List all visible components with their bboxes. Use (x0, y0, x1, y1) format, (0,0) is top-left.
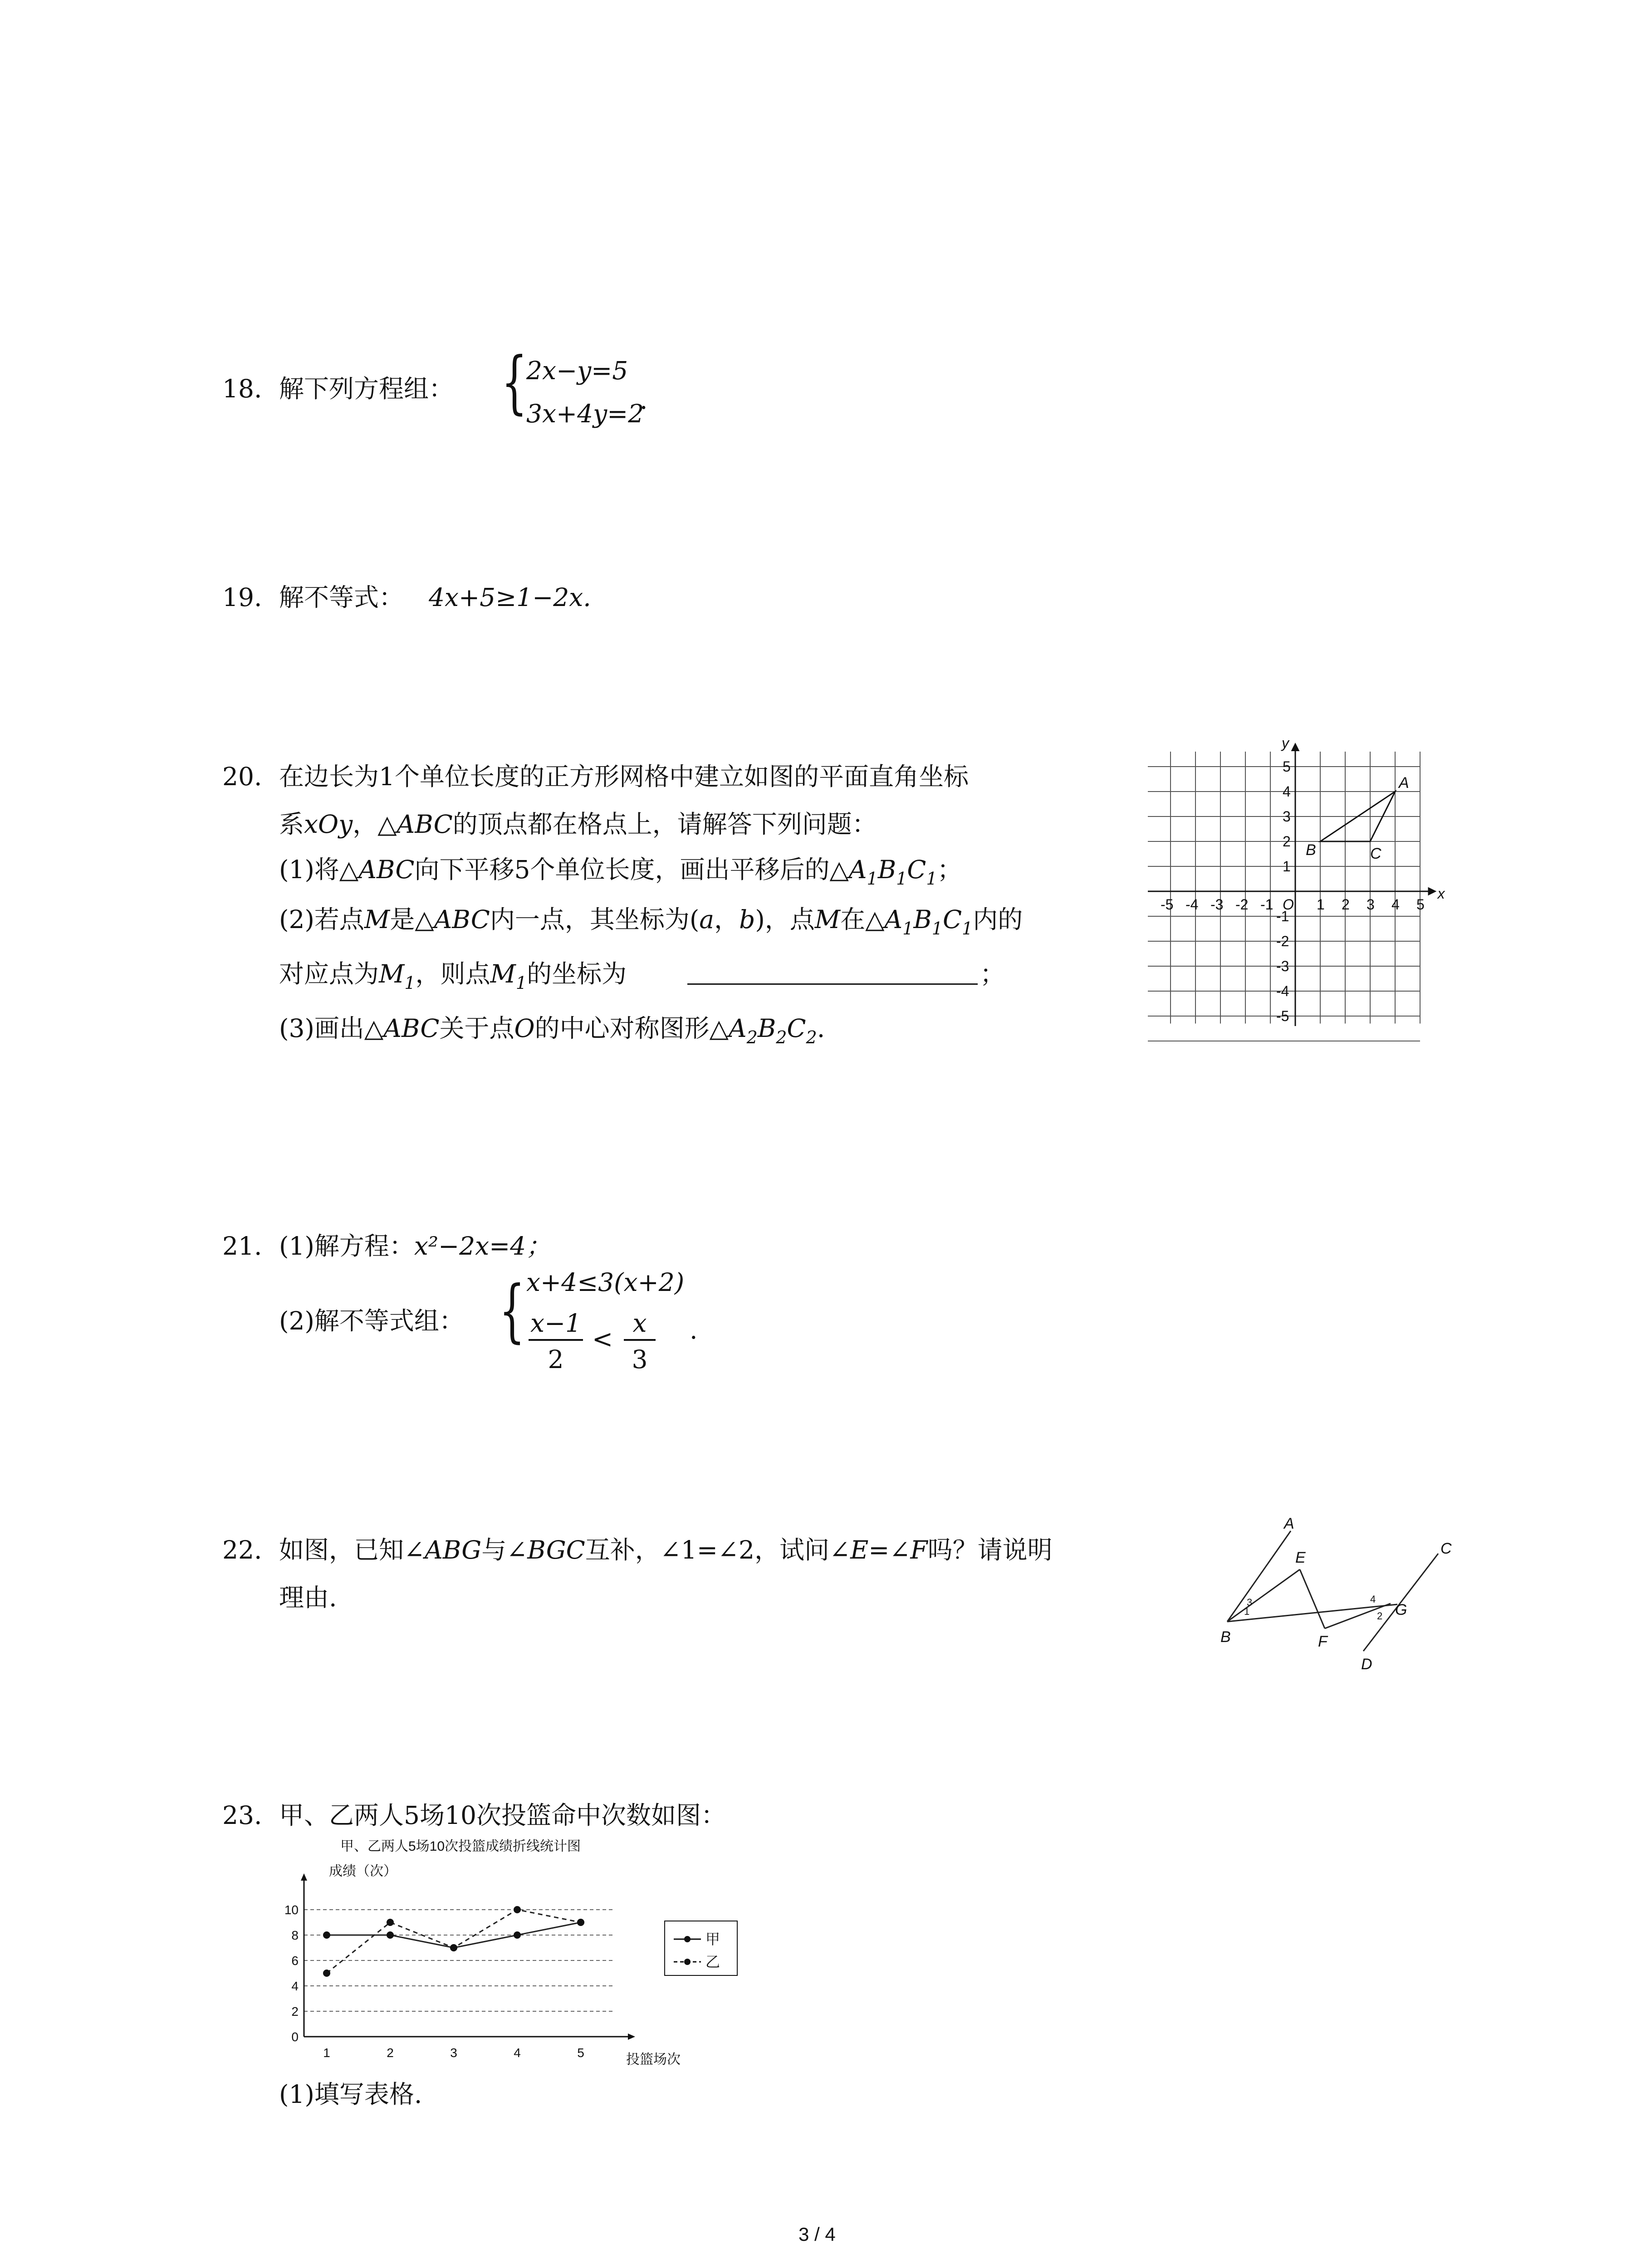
y-tick-label: -1 (1276, 908, 1289, 924)
q21-fraction2-numerator: x (632, 1309, 647, 1338)
q21-number: 21. (222, 1232, 262, 1261)
q20-number: 20. (222, 762, 262, 791)
x-tick-label: -2 (1235, 896, 1249, 913)
x-tick-label: 1 (1317, 896, 1325, 913)
q20-part2-line1: (2)若点M是△ABC内一点，其坐标为(a，b)，点M在$\triangle A_1B_1C_1$内的 (279, 905, 1023, 938)
q21-brace: { (499, 1271, 525, 1350)
q18-equation-1: 2x−y=5 (526, 356, 628, 385)
y-tick-label: -3 (1276, 958, 1289, 974)
q23-number: 23. (222, 1801, 262, 1830)
series-1-point (514, 1931, 521, 1939)
y-tick-label: 5 (1283, 758, 1291, 775)
q20-line1: 在边长为1个单位长度的正方形网格中建立如图的平面直角坐标 (279, 762, 969, 791)
chart-x-tick: 3 (450, 2046, 457, 2060)
triangle-vertex-labels (1306, 774, 1409, 862)
x-tick-label: -5 (1161, 896, 1174, 913)
chart-x-arrow (628, 2033, 635, 2040)
q20-semicolon: ； (980, 959, 1005, 988)
q21-fraction1-bar (529, 1339, 583, 1341)
q18-text: 解下列方程组： (279, 374, 454, 403)
q20-coordinate-grid (1148, 739, 1465, 1043)
y-tick-label: 4 (1283, 783, 1291, 800)
q22-geometry-figure (1220, 1510, 1474, 1674)
x-tick-label: 3 (1367, 896, 1375, 913)
chart-title: 甲、乙两人5场10次投篮成绩折线统计图 (340, 1839, 581, 1854)
origin-label: O (1283, 896, 1294, 913)
chart-y-tick: 2 (291, 2004, 299, 2019)
chart-series (323, 1906, 584, 1977)
segment-ef (1300, 1569, 1325, 1628)
series-line-2 (327, 1910, 581, 1973)
q19-expression: 4x+5≥1−2x. (429, 583, 591, 612)
series-2-point (450, 1944, 457, 1951)
label-e: E (1295, 1549, 1306, 1566)
chart-y-tick: 6 (291, 1954, 299, 1968)
q19-text: 解不等式： (279, 583, 404, 612)
label-a: A (1284, 1515, 1294, 1532)
chart-y-tick: 8 (291, 1928, 299, 1942)
x-tick-label: 5 (1416, 896, 1425, 913)
q21-part2-label: (2)解不等式组： (279, 1306, 464, 1335)
q20-part2-line2: 对应点为$M_1$，则点$M_1$的坐标为 (279, 959, 627, 993)
chart-x-axis-label: 投篮场次 (626, 2052, 681, 2067)
q21-period: . (690, 1315, 698, 1344)
label-d: D (1361, 1656, 1372, 1673)
series-2-point (323, 1970, 330, 1977)
chart-y-tick: 0 (291, 2030, 299, 2044)
label-g: G (1395, 1601, 1407, 1618)
legend-box (665, 1921, 737, 1975)
chart-legend (665, 1921, 737, 1975)
q22-line1: 如图，已知∠ABG与∠BGC互补，∠1=∠2，试问∠E=∠F吗？请说明 (279, 1535, 1053, 1564)
chart-x-tick: 5 (577, 2046, 584, 2060)
y-tick-label: -4 (1276, 983, 1289, 999)
q19-number: 19. (222, 583, 262, 612)
angle-label-4: 4 (1370, 1593, 1376, 1605)
q20-line2: 系xOy，△ABC的顶点都在格点上，请解答下列问题： (279, 810, 877, 839)
series-2-point (387, 1919, 394, 1926)
chart-y-arrow (301, 1873, 307, 1881)
segment-bg (1227, 1604, 1397, 1622)
angle-label-2: 2 (1377, 1610, 1383, 1622)
q18-brace: { (501, 343, 528, 422)
q23-text: 甲、乙两人5场10次投篮命中次数如图： (279, 1801, 726, 1830)
vertex-label-b: B (1306, 841, 1316, 859)
y-tick-label: 3 (1283, 808, 1291, 825)
q18-equation-2: 3x+4y=2 (526, 399, 644, 428)
series-2-point (514, 1906, 521, 1913)
vertex-label-a: A (1399, 774, 1409, 792)
chart-axes (301, 1873, 635, 2040)
page-number: 3 / 4 (798, 2224, 836, 2245)
q18-number: 18. (222, 374, 262, 403)
x-tick-label: -1 (1260, 896, 1274, 913)
chart-y-tick: 4 (291, 1979, 299, 1993)
series-1-point (323, 1931, 330, 1939)
y-tick-label: 1 (1283, 858, 1291, 875)
legend-marker-2 (684, 1959, 691, 1965)
series-2-point (577, 1919, 584, 1926)
q23-line-chart (254, 1837, 753, 2073)
q21-less-than: < (592, 1325, 613, 1354)
q21-fraction1-numerator: x−1 (530, 1309, 582, 1338)
chart-x-tick: 1 (323, 2046, 330, 2060)
chart-x-tick: 2 (387, 2046, 394, 2060)
q23-part1: (1)填写表格. (279, 2080, 422, 2109)
chart-x-tick: 4 (514, 2046, 521, 2060)
legend-label-1: 甲 (705, 1931, 720, 1947)
grid-axes (1148, 744, 1435, 1026)
label-c: C (1440, 1540, 1452, 1557)
angle-label-1: 1 (1244, 1606, 1250, 1617)
q18-period: . (640, 386, 648, 415)
legend-marker-1 (684, 1936, 691, 1942)
label-f: F (1318, 1633, 1327, 1650)
segment-be (1227, 1569, 1300, 1622)
y-tick-label: 2 (1283, 833, 1291, 850)
chart-y-axis-label: 成绩（次） (329, 1864, 397, 1879)
x-axis-arrow (1429, 888, 1435, 894)
q20-answer-blank[interactable] (687, 983, 978, 985)
q21-inequality-1: x+4≤3(x+2) (526, 1268, 685, 1297)
x-axis-name: x (1437, 885, 1445, 902)
q21-fraction1-denominator: 2 (548, 1345, 564, 1374)
x-tick-label: -3 (1210, 896, 1224, 913)
q22-line2: 理由. (279, 1583, 337, 1612)
q20-part3: (3)画出△ABC关于点O的中心对称图形$\triangle A_2B_2C_2$. (279, 1014, 825, 1047)
x-tick-label: 2 (1342, 896, 1350, 913)
q21-fraction2-denominator: 3 (632, 1345, 648, 1374)
x-tick-label: -4 (1185, 896, 1199, 913)
q22-number: 22. (222, 1535, 262, 1564)
chart-x-tick-labels (323, 2046, 584, 2060)
q20-part1: (1)将△ABC向下平移5个单位长度，画出平移后的$\triangle A_1B_1C_1$； (279, 855, 962, 889)
y-axis-arrow (1292, 744, 1298, 751)
x-tick-label: 4 (1391, 896, 1400, 913)
vertex-label-c: C (1370, 845, 1381, 862)
legend-label-2: 乙 (705, 1954, 720, 1970)
angle-label-3: 3 (1247, 1597, 1253, 1608)
chart-y-tick: 10 (284, 1903, 299, 1917)
ray-ba (1227, 1531, 1291, 1622)
series-1-point (387, 1931, 394, 1939)
q21-part1: (1)解方程：x²−2x=4； (279, 1232, 551, 1261)
y-tick-label: -2 (1276, 933, 1289, 949)
y-tick-label: -5 (1276, 1008, 1289, 1024)
q21-fraction2-bar (624, 1339, 656, 1341)
chart-y-tick-labels (284, 1903, 299, 2044)
y-axis-name: y (1282, 739, 1289, 751)
label-b: B (1220, 1628, 1231, 1646)
